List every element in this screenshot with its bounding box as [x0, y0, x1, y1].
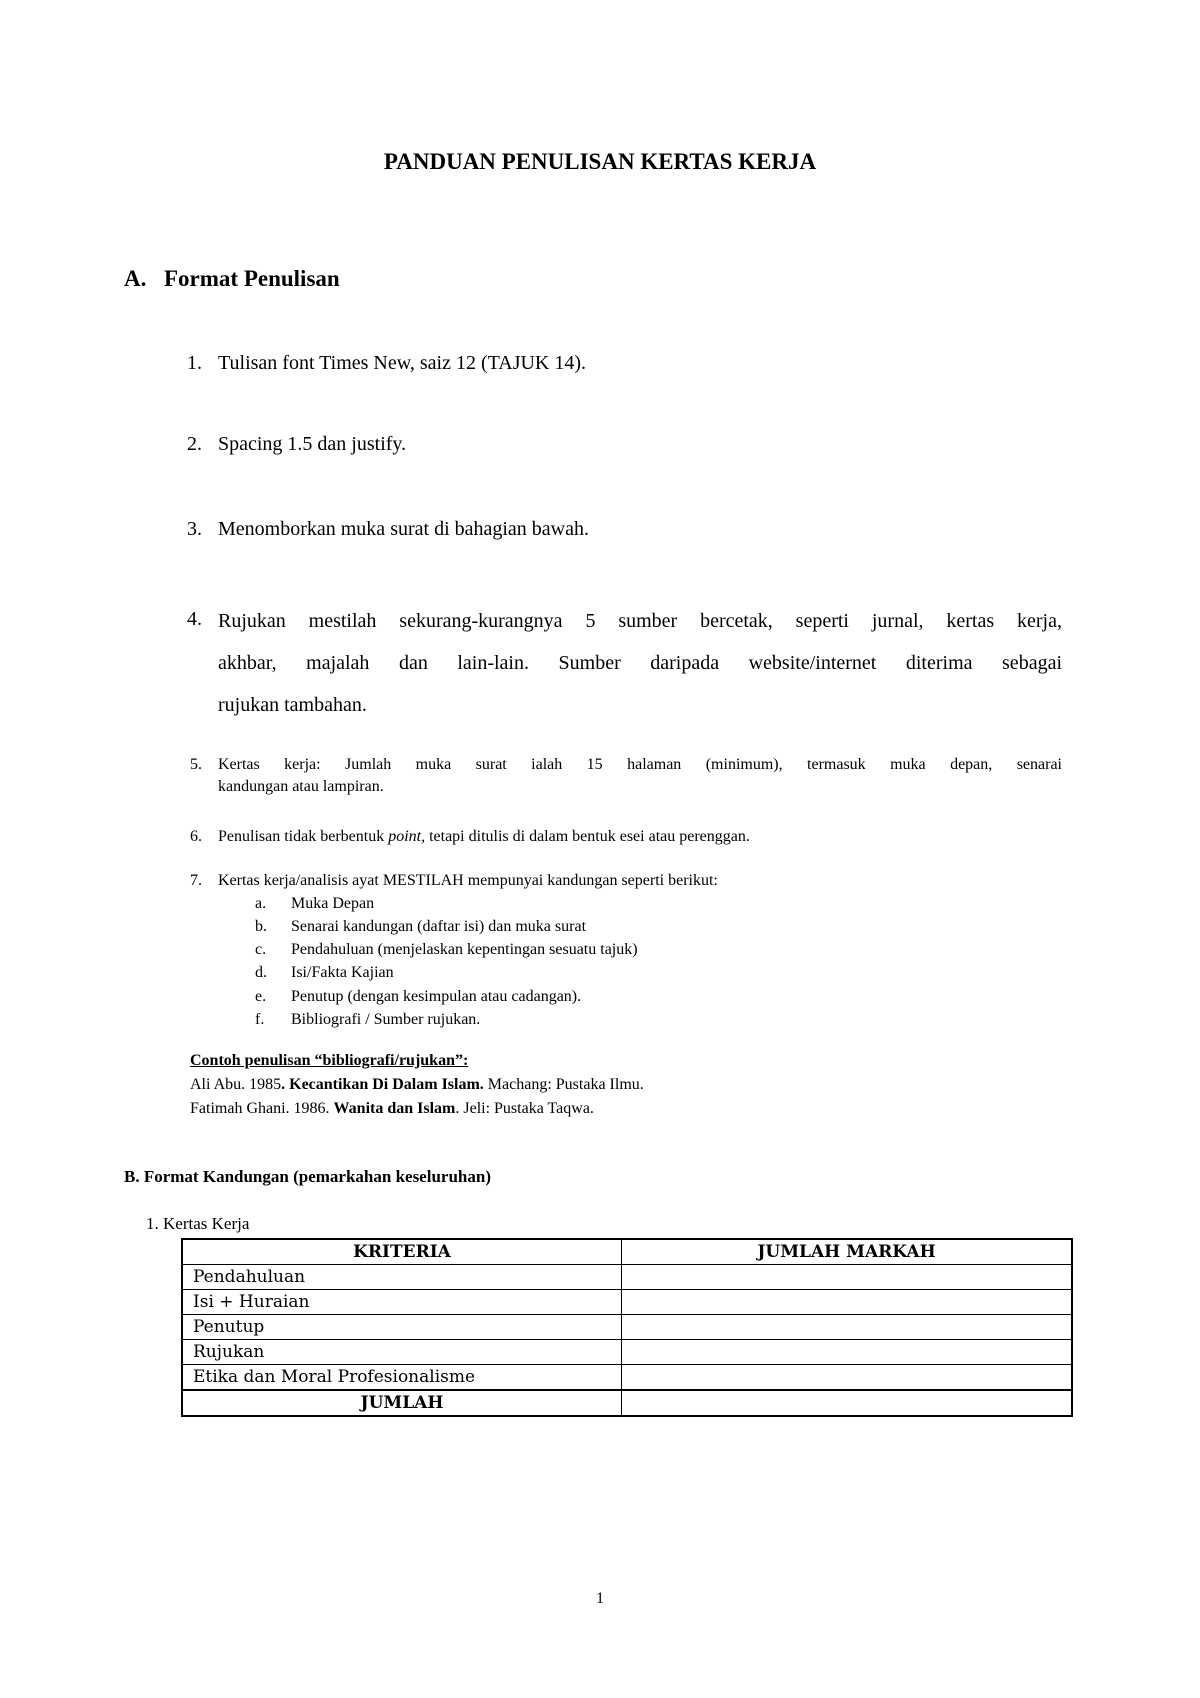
- table-row: [182, 1265, 1072, 1290]
- marks-cell: [622, 1265, 1073, 1290]
- criteria-cell: Pendahuluan: [182, 1265, 622, 1290]
- total-value-cell: [622, 1390, 1073, 1416]
- paragraph-line: Rujukan mestilah sekurang-kurangnya 5 sumber bercetak, seperti jurnal, kertas kerja,: [218, 610, 1062, 632]
- list-item-text: [218, 828, 750, 846]
- paragraph-line: akhbar, majalah dan lain-lain. Sumber daripada website/internet diterima sebagai: [218, 652, 1062, 674]
- list-item-number: 3.: [187, 518, 202, 540]
- sub-item-letter: a.: [255, 895, 267, 912]
- total-label-cell: JUMLAH: [182, 1390, 622, 1416]
- text-run: tetapi ditulis di dalam bentuk esei atau perenggan.: [425, 828, 750, 845]
- sub-item-text: Pendahuluan (menjelaskan kepentingan sesuatu tajuk): [291, 941, 638, 958]
- sub-item-letter: e.: [255, 988, 267, 1005]
- list-item-number: 7.: [190, 872, 202, 889]
- criteria-cell: Rujukan: [182, 1340, 622, 1365]
- sub-item-text: Bibliografi / Sumber rujukan.: [291, 1011, 481, 1028]
- page-number: 1: [596, 1590, 604, 1607]
- section-b-heading: B. Format Kandungan (pemarkahan keseluruhan): [124, 1167, 491, 1186]
- list-item-paragraph: [218, 754, 1062, 798]
- sub-item-letter: d.: [255, 964, 267, 981]
- criteria-cell: Penutup: [182, 1315, 622, 1340]
- reference-entry: [190, 1076, 644, 1094]
- sub-item-letter: c.: [255, 941, 267, 958]
- table-row: [182, 1365, 1072, 1391]
- list-item-number: 1.: [187, 352, 202, 374]
- marks-cell: [622, 1340, 1073, 1365]
- list-item-text: Spacing 1.5 dan justify.: [218, 433, 407, 455]
- table-header-row: [182, 1239, 1072, 1265]
- list-item-number: 2.: [187, 433, 202, 455]
- list-item-number: 6.: [190, 828, 202, 845]
- table-row: [182, 1340, 1072, 1365]
- criteria-cell: Etika dan Moral Profesionalisme: [182, 1365, 622, 1391]
- column-header-marks: JUMLAH MARKAH: [622, 1239, 1073, 1265]
- document-title: PANDUAN PENULISAN KERTAS KERJA: [383, 149, 817, 174]
- list-item-text: Tulisan font Times New, saiz 12 (TAJUK 14).: [218, 352, 587, 374]
- list-item-number: 5.: [190, 756, 202, 773]
- section-a-heading: Format Penulisan: [164, 266, 340, 291]
- table-row: [182, 1290, 1072, 1315]
- paragraph-line: Kertas kerja: Jumlah muka surat ialah 15 halaman (minimum), termasuk muka depan, senarai: [218, 756, 1062, 773]
- marks-cell: [622, 1315, 1073, 1340]
- italic-text: point,: [388, 828, 426, 845]
- sub-item-letter: f.: [255, 1011, 265, 1028]
- column-header-criteria: KRITERIA: [182, 1239, 622, 1265]
- table-row: [182, 1315, 1072, 1340]
- table-total-row: [182, 1390, 1072, 1416]
- table-caption: 1. Kertas Kerja: [146, 1214, 250, 1233]
- example-heading: Contoh penulisan “bibliografi/rujukan”:: [190, 1052, 469, 1069]
- sub-item-text: Senarai kandungan (daftar isi) dan muka surat: [291, 918, 587, 935]
- text-run: . Jeli: Pustaka Taqwa.: [455, 1100, 594, 1117]
- sub-item-text: Muka Depan: [291, 895, 375, 912]
- list-item-number: 4.: [187, 608, 202, 630]
- criteria-cell: Isi + Huraian: [182, 1290, 622, 1315]
- marks-cell: [622, 1365, 1073, 1391]
- marks-cell: [622, 1290, 1073, 1315]
- marks-table: [181, 1238, 1073, 1417]
- text-run: Penulisan tidak berbentuk: [218, 828, 389, 845]
- list-item-paragraph: [218, 600, 1062, 726]
- bold-text: . Kecantikan Di Dalam Islam.: [281, 1076, 484, 1093]
- bold-text: Wanita dan Islam: [333, 1100, 456, 1117]
- reference-entry: [190, 1100, 594, 1118]
- list-item-text: Kertas kerja/analisis ayat MESTILAH mempunyai kandungan seperti berikut:: [218, 872, 718, 889]
- text-run: Fatimah Ghani. 1986.: [190, 1100, 334, 1117]
- section-a-marker: A.: [124, 266, 147, 291]
- list-item-text: Menomborkan muka surat di bahagian bawah.: [218, 518, 590, 540]
- text-run: Ali Abu. 1985: [190, 1076, 282, 1093]
- sub-item-text: Isi/Fakta Kajian: [291, 964, 394, 981]
- sub-item-text: Penutup (dengan kesimpulan atau cadangan).: [291, 988, 582, 1005]
- text-run: Machang: Pustaka Ilmu.: [483, 1076, 644, 1093]
- paragraph-line: kandungan atau lampiran.: [218, 778, 384, 795]
- paragraph-line: rujukan tambahan.: [218, 694, 367, 716]
- sub-item-letter: b.: [255, 918, 267, 935]
